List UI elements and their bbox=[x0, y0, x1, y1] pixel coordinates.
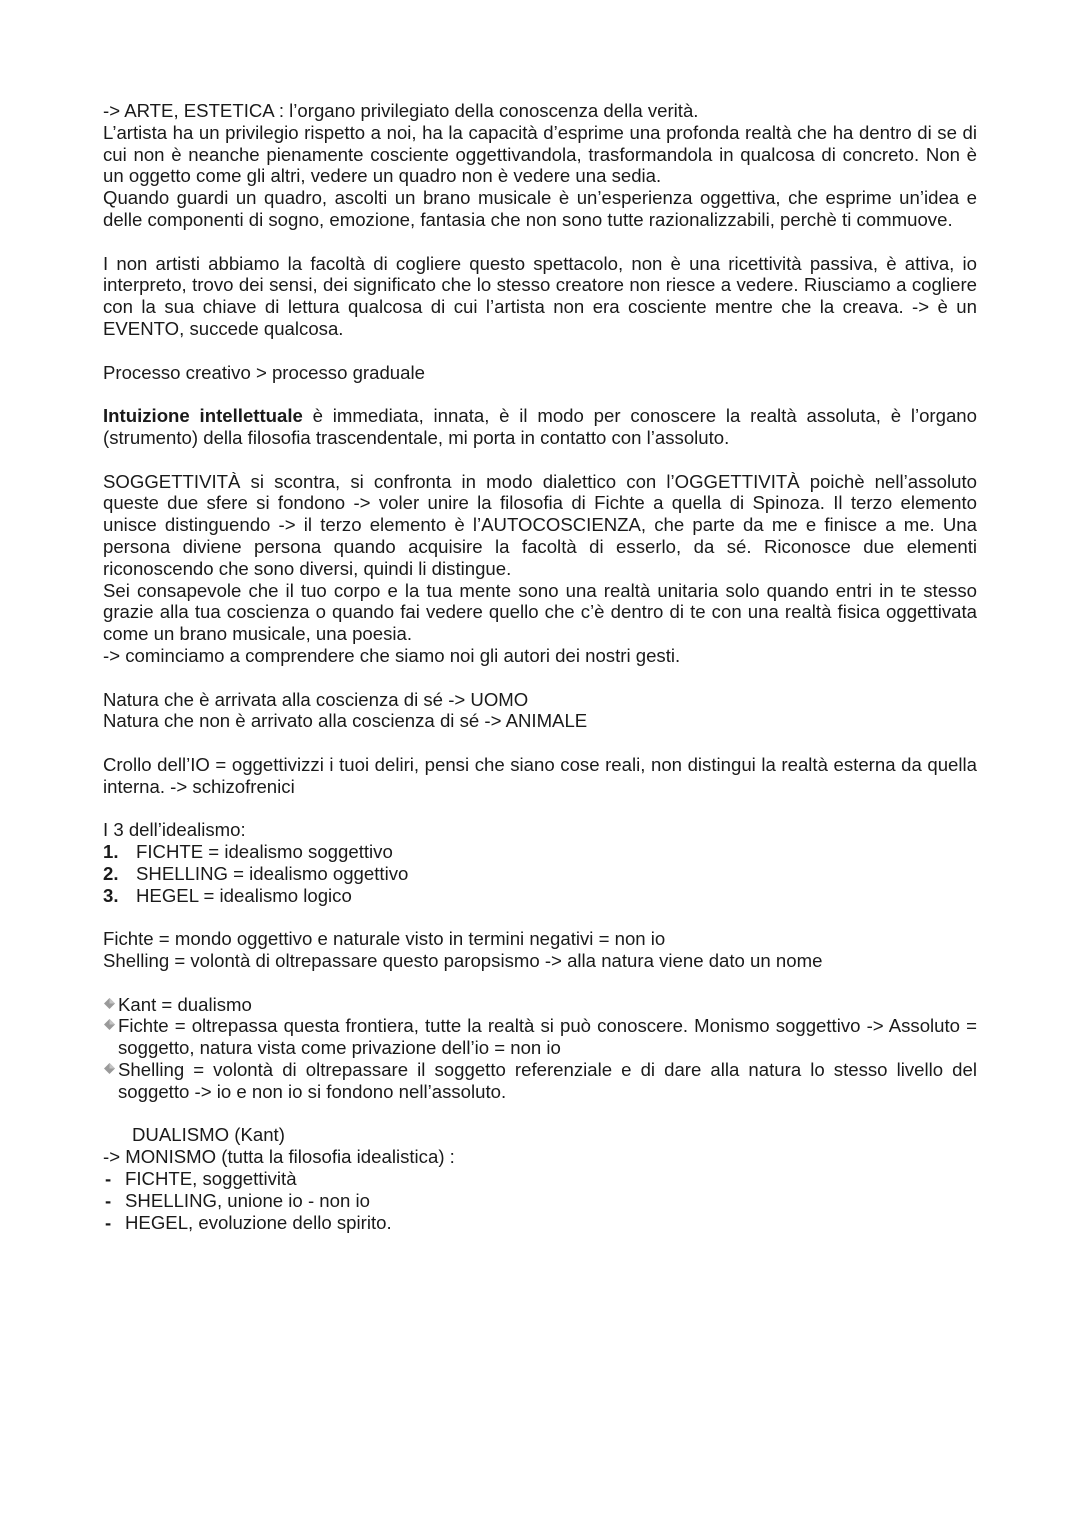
idealismo-list bbox=[103, 841, 977, 906]
soggettivita-paragraph-2: Sei consapevole che il tuo corpo e la tua mente sono una realtà unitaria solo quando entri in te stesso grazie alla tua coscienza o quando fai vedere quello che c’è dentro di te con una realtà fisica oggettivata come un brano musicale, una poesia. bbox=[103, 579, 977, 645]
monismo-line: -> MONISMO (tutta la filosofia idealistica) : bbox=[103, 1146, 455, 1168]
natura-animale-line: Natura che non è arrivato alla coscienza di sé -> ANIMALE bbox=[103, 710, 588, 732]
spacer bbox=[103, 798, 977, 820]
spacer bbox=[103, 383, 977, 405]
arte-paragraph-2: Quando guardi un quadro, ascolti un brano musicale è un’esperienza oggettiva, che esprime un’idea e delle componenti di sogno, emozione, fantasia che non sono tutte razionalizzabili, perchè ti commuove. bbox=[103, 187, 977, 230]
intuizione-term: Intuizione intellettuale bbox=[103, 405, 303, 427]
dualismo-line: DUALISMO (Kant) bbox=[132, 1124, 285, 1146]
list-item-text: FICHTE, soggettività bbox=[125, 1168, 297, 1190]
soggettivita-paragraph-3: -> cominciamo a comprendere che siamo noi gli autori dei nostri gesti. bbox=[103, 644, 681, 666]
spacer bbox=[103, 231, 977, 253]
list-item-text: HEGEL = idealismo logico bbox=[136, 884, 352, 906]
crollo-paragraph: Crollo dell’IO = oggettivizzi i tuoi deliri, pensi che siano cose reali, non distingui la realtà esterna da quella interna. -> schizofrenici bbox=[103, 753, 977, 797]
soggettivita-paragraph-1: SOGGETTIVITÀ si scontra, si confronta in modo dialettico con l’OGGETTIVITÀ poichè nell’assoluto queste due sfere si fondono -> voler unire la filosofia di Fichte a quella di Spinoza. Il terzo elemento unisce distinguendo -> il terzo elemento è l’AUTOCOSCIENZA, che parte da me e finisce a me. Una persona diviene persona quando acquisire la facoltà di esserlo, da sé. Riconosce due elementi riconoscendo che sono diversi, quindi li distingue. bbox=[103, 470, 977, 579]
list-item-text: Shelling = volontà di oltrepassare il soggetto referenziale e di dare alla natura lo stesso livello del soggetto -> io e non io si fondono nell’assoluto. bbox=[118, 1059, 977, 1102]
list-item bbox=[103, 1168, 977, 1190]
list-item bbox=[103, 863, 977, 885]
dash-bullet: - bbox=[105, 1168, 112, 1190]
natura-uomo-line: Natura che è arrivata alla coscienza di sé -> UOMO bbox=[103, 688, 529, 710]
list-item-text: SHELLING = idealismo oggettivo bbox=[136, 862, 409, 884]
list-item-text: HEGEL, evoluzione dello spirito. bbox=[125, 1211, 392, 1233]
document-page bbox=[103, 100, 977, 1233]
idealismo-heading: I 3 dell’idealismo: bbox=[103, 819, 246, 841]
diamond-list bbox=[103, 994, 977, 1103]
list-item bbox=[103, 841, 977, 863]
list-item bbox=[103, 994, 977, 1016]
spacer bbox=[103, 972, 977, 994]
processo-line: Processo creativo > processo graduale bbox=[103, 361, 425, 383]
list-item-text: FICHTE = idealismo soggettivo bbox=[136, 841, 393, 863]
list-item bbox=[103, 1015, 977, 1059]
list-item-text: Fichte = oltrepassa questa frontiera, tutte la realtà si può conoscere. Monismo soggettivo -> Assoluto = soggetto, natura vista come privazione dell’io = non io bbox=[118, 1015, 977, 1059]
spacer bbox=[103, 1103, 977, 1125]
fichte-line: Fichte = mondo oggettivo e naturale visto in termini negativi = non io bbox=[103, 928, 666, 950]
list-item bbox=[103, 1212, 977, 1234]
diamond-bullet-icon bbox=[104, 1063, 115, 1074]
spacer bbox=[103, 340, 977, 362]
spacer bbox=[103, 906, 977, 928]
list-item bbox=[103, 1059, 977, 1103]
spacer bbox=[103, 667, 977, 689]
arte-paragraph-1: L’artista ha un privilegio rispetto a noi, ha la capacità d’esprime una profonda realtà che ha dentro di se di cui non è neanche pienamente cosciente oggettivandola, trasformandola in qualcosa di concreto. Non è un oggetto come gli altri, vedere un quadro non è vedere una sedia. bbox=[103, 121, 977, 187]
list-item bbox=[103, 885, 977, 907]
shelling-line: Shelling = volontà di oltrepassare questo paropsismo -> alla natura viene dato un nome bbox=[103, 950, 823, 972]
intuizione-paragraph bbox=[103, 405, 977, 449]
monismo-list bbox=[103, 1168, 977, 1233]
intuizione-definition: è immediata, innata, è il modo per conoscere la realtà assoluta, è l’organo (strumento) della filosofia trascendentale, mi porta in contatto con l’assoluto. bbox=[103, 405, 977, 448]
non-artisti-paragraph: I non artisti abbiamo la facoltà di cogliere questo spettacolo, non è una ricettività passiva, è attiva, io interpreto, trovo dei sensi, dei significato che lo stesso creatore non riesce a vedere. Riusciamo a cogliere con la sua chiave di lettura qualcosa di cui l’artista non era cosciente mentre che la creava. -> è un EVENTO, succede qualcosa. bbox=[103, 252, 977, 339]
list-item bbox=[103, 1190, 977, 1212]
list-item-text: SHELLING, unione io - non io bbox=[125, 1189, 370, 1211]
spacer bbox=[103, 449, 977, 471]
dash-bullet: - bbox=[105, 1189, 112, 1211]
spacer bbox=[103, 732, 977, 754]
list-number: 3. bbox=[103, 884, 119, 906]
arte-heading: -> ARTE, ESTETICA : l’organo privilegiato della conoscenza della verità. bbox=[103, 100, 699, 121]
diamond-bullet-icon bbox=[104, 998, 115, 1009]
diamond-bullet-icon bbox=[104, 1019, 115, 1030]
list-number: 2. bbox=[103, 862, 119, 884]
dash-bullet: - bbox=[105, 1211, 112, 1233]
list-item-text: Kant = dualismo bbox=[118, 993, 252, 1015]
list-number: 1. bbox=[103, 841, 119, 863]
